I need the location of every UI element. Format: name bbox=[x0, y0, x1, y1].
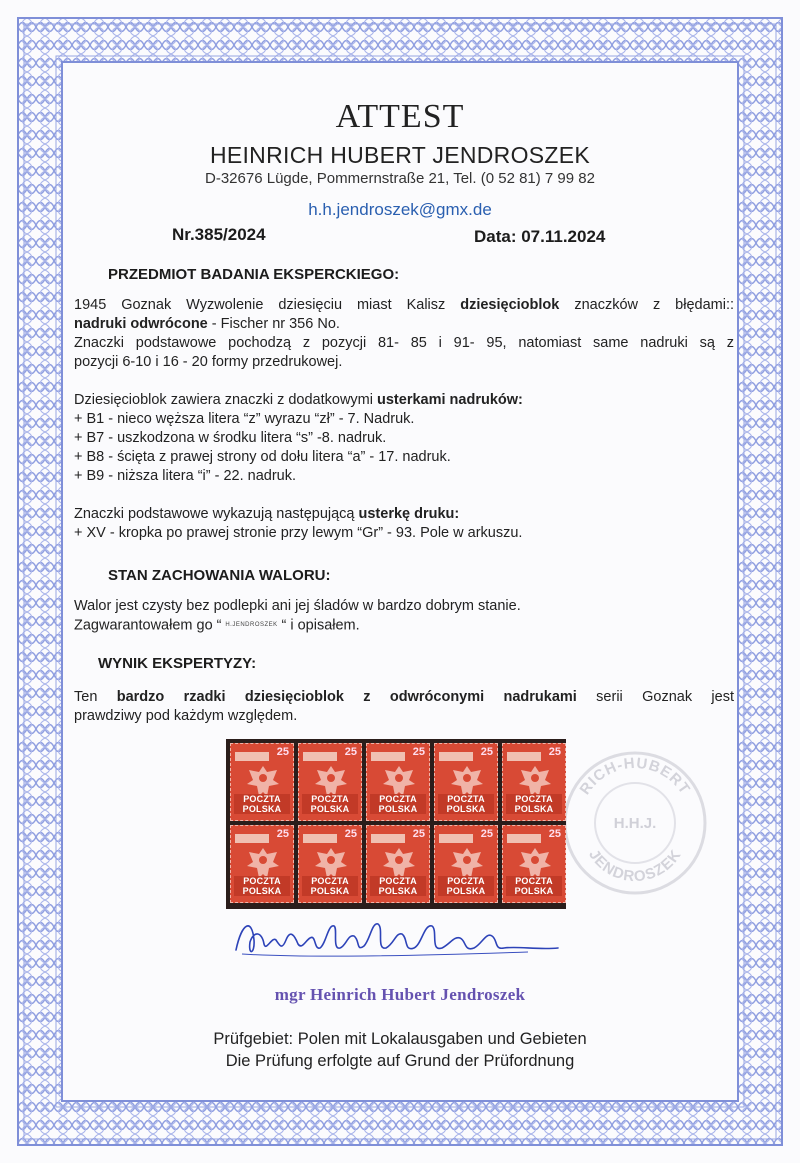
stamp-8 bbox=[366, 825, 430, 903]
stamp-5 bbox=[502, 743, 566, 821]
subject-line-3: Znaczki podstawowe pochodzą z pozycji 81- 85 i 91- 95, natomiast same nadruki są z bbox=[74, 335, 734, 351]
section-condition-heading: STAN ZACHOWANIA WALORU: bbox=[108, 567, 331, 584]
expert-address: D-32676 Lügde, Pommernstraße 21, Tel. (0 52 81) 7 99 82 bbox=[205, 170, 595, 187]
condition-text: Zagwarantowałem go “ bbox=[74, 617, 222, 634]
flaw-b1: + B1 - nieco węższa litera “z” wyrazu “zł” - 7. Nadruk. bbox=[74, 411, 415, 427]
section-condition-body bbox=[74, 597, 734, 635]
stamp-4 bbox=[434, 743, 498, 821]
flaw-b9: + B9 - niższa litera “i” - 22. nadruk. bbox=[74, 468, 297, 484]
guarantee-mark: H.JENDROSZEK bbox=[225, 622, 278, 628]
stamp-7 bbox=[298, 825, 362, 903]
subject-bold: dziesięcioblok bbox=[460, 297, 560, 313]
seal-bottom-text: JENDROSZEK bbox=[585, 846, 685, 886]
section-subject-body bbox=[74, 296, 734, 543]
stamp-value: 25 bbox=[548, 828, 561, 840]
stamp-label: POCZTA POLSKA bbox=[302, 794, 358, 814]
overprint-bar bbox=[371, 834, 405, 843]
result-line-2: prawdziwy pod każdym względem. bbox=[74, 708, 298, 724]
overprint-bar bbox=[303, 752, 337, 761]
overprint-bar bbox=[235, 834, 269, 843]
subject-text: Dziesięcioblok zawiera znaczki z dodatkowymi bbox=[74, 392, 378, 408]
overprint-bar bbox=[235, 752, 269, 761]
certificate-number: Nr.385/2024 bbox=[172, 225, 266, 244]
stamp-value: 25 bbox=[276, 828, 289, 840]
flaw-xv: + XV - kropka po prawej stronie przy lewym “Gr” - 93. Pole w arkuszu. bbox=[74, 525, 523, 541]
overprint-bar bbox=[439, 752, 473, 761]
subject-line-5 bbox=[74, 391, 734, 410]
stamp-value: 25 bbox=[480, 828, 493, 840]
section-subject-heading: PRZEDMIOT BADANIA EKSPERCKIEGO: bbox=[108, 266, 400, 283]
subject-line-1 bbox=[74, 296, 734, 315]
stamp-3 bbox=[366, 743, 430, 821]
stamp-value: 25 bbox=[344, 828, 357, 840]
subject-bold: nadruki odwrócone bbox=[74, 316, 208, 332]
stamp-block-image bbox=[226, 739, 566, 909]
subject-bold: usterkami nadruków: bbox=[377, 392, 523, 408]
footer-regulation: Die Prüfung erfolgte auf Grund der Prüfordnung bbox=[225, 1052, 575, 1070]
subject-text: znaczków z błędami:: bbox=[559, 297, 734, 313]
subject-bold: usterkę druku: bbox=[358, 506, 460, 522]
subject-text: 1945 Goznak Wyzwolenie dziesięciu miast Kalisz bbox=[74, 297, 461, 313]
stamp-label: POCZTA POLSKA bbox=[302, 876, 358, 896]
condition-text: “ i opisałem. bbox=[281, 617, 360, 634]
seal-top-text: RICH-HUBERT bbox=[576, 754, 694, 798]
stamp-value: 25 bbox=[412, 828, 425, 840]
result-text: serii Goznak jest bbox=[576, 689, 734, 705]
expert-name: HEINRICH HUBERT JENDROSZEK bbox=[209, 142, 591, 168]
stamp-1 bbox=[230, 743, 294, 821]
condition-line-2 bbox=[74, 616, 734, 635]
subject-line-2 bbox=[74, 315, 734, 334]
stamp-label: POCZTA POLSKA bbox=[438, 794, 494, 814]
seal-center-text: H.H.J. bbox=[613, 815, 657, 832]
overprint-bar bbox=[371, 752, 405, 761]
stamp-label: POCZTA POLSKA bbox=[506, 876, 562, 896]
stamp-value: 25 bbox=[548, 746, 561, 758]
flaw-b7: + B7 - uszkodzona w środku litera “s” -8. nadruk. bbox=[74, 430, 387, 446]
certificate-date: Data: 07.11.2024 bbox=[474, 227, 606, 246]
stamp-label: POCZTA POLSKA bbox=[370, 794, 426, 814]
stamp-value: 25 bbox=[276, 746, 289, 758]
flaw-b8: + B8 - ścięta z prawej strony od dołu litera “a” - 17. nadruk. bbox=[74, 449, 451, 465]
subject-line-6 bbox=[74, 505, 734, 524]
stamp-2 bbox=[298, 743, 362, 821]
section-result-body bbox=[74, 688, 734, 726]
signatory-name: mgr Heinrich Hubert Jendroszek bbox=[274, 985, 526, 1004]
result-bold: bardzo rzadki dziesięcioblok z odwróconymi nadrukami bbox=[116, 689, 577, 705]
result-text: Ten bbox=[74, 689, 117, 705]
handwritten-signature bbox=[228, 910, 568, 970]
overprint-bar bbox=[507, 834, 541, 843]
overprint-bar bbox=[439, 834, 473, 843]
subject-line-4: pozycji 6-10 i 16 - 20 formy przedrukowej. bbox=[74, 354, 343, 370]
footer-scope: Prüfgebiet: Polen mit Lokalausgaben und Gebieten bbox=[213, 1030, 587, 1048]
subject-text: - Fischer nr 356 No. bbox=[207, 316, 340, 332]
svg-text:RICH-HUBERT bbox=[577, 755, 694, 798]
embossed-seal bbox=[560, 748, 710, 898]
stamp-6 bbox=[230, 825, 294, 903]
section-result-heading: WYNIK EKSPERTYZY: bbox=[98, 655, 257, 672]
stamp-value: 25 bbox=[412, 746, 425, 758]
condition-line-1: Walor jest czysty bez podlepki ani jej śladów w bardzo dobrym stanie. bbox=[74, 598, 521, 614]
subject-text: Znaczki podstawowe wykazują następującą bbox=[74, 506, 359, 522]
stamp-value: 25 bbox=[480, 746, 493, 758]
result-line-1 bbox=[74, 688, 734, 707]
stamp-label: POCZTA POLSKA bbox=[234, 876, 290, 896]
stamp-9 bbox=[434, 825, 498, 903]
overprint-bar bbox=[303, 834, 337, 843]
stamp-label: POCZTA POLSKA bbox=[370, 876, 426, 896]
stamp-value: 25 bbox=[344, 746, 357, 758]
stamp-label: POCZTA POLSKA bbox=[234, 794, 290, 814]
overprint-bar bbox=[507, 752, 541, 761]
expert-email[interactable]: h.h.jendroszek@gmx.de bbox=[308, 200, 492, 219]
stamp-label: POCZTA POLSKA bbox=[438, 876, 494, 896]
attest-title: ATTEST bbox=[335, 98, 465, 135]
svg-text:JENDROSZEK bbox=[585, 846, 685, 885]
stamp-10 bbox=[502, 825, 566, 903]
stamp-label: POCZTA POLSKA bbox=[506, 794, 562, 814]
